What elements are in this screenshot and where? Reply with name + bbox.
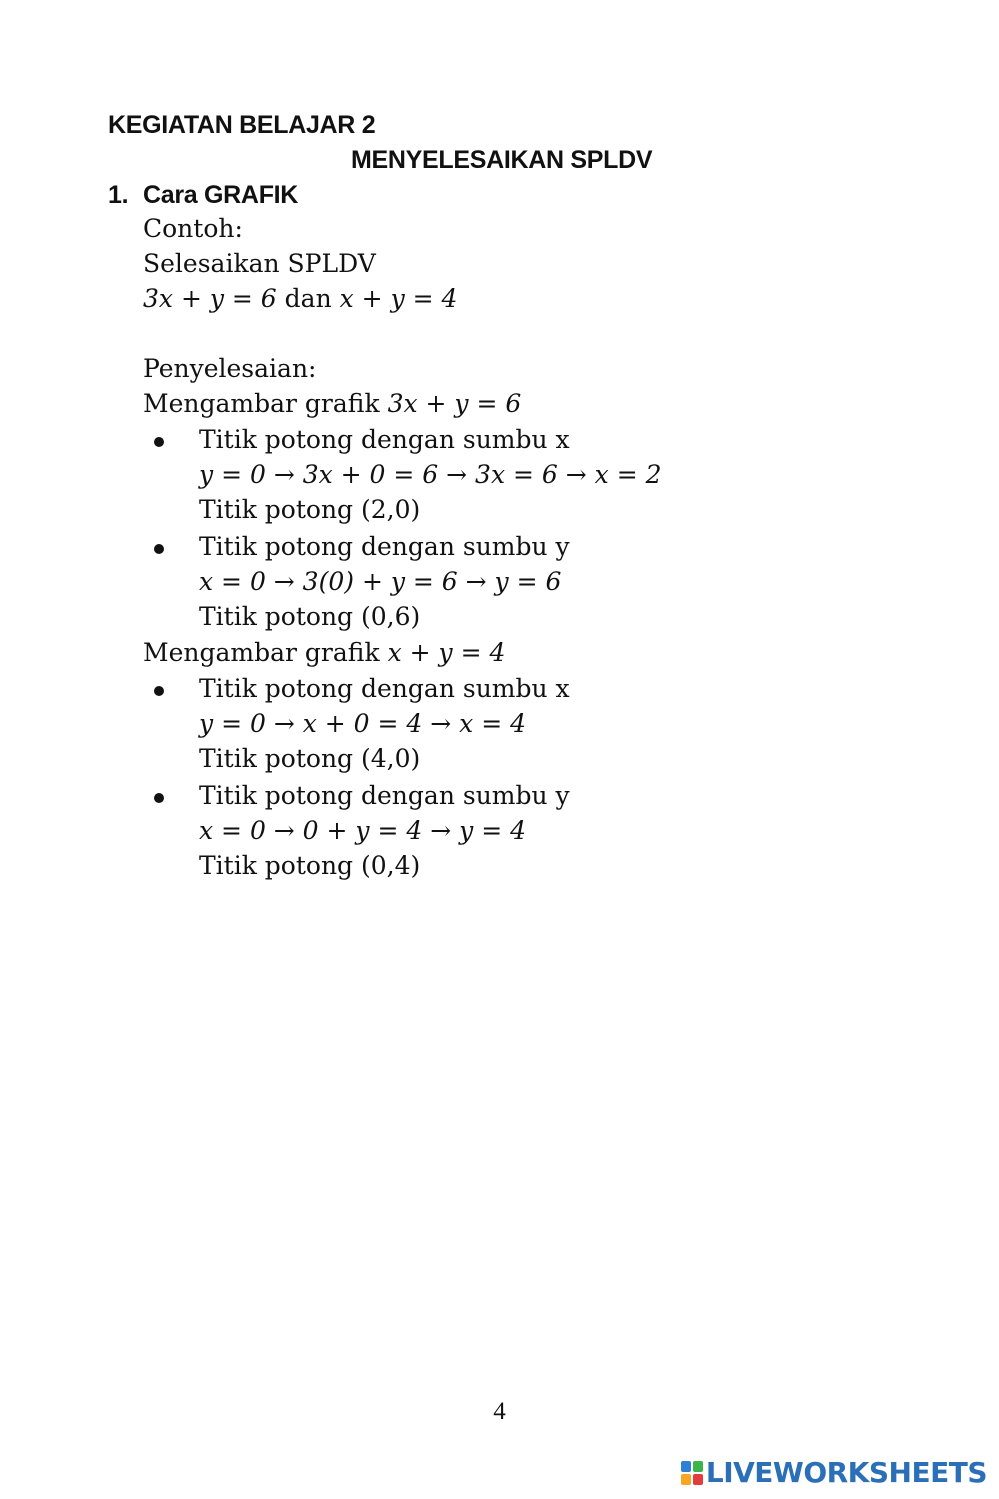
graph1-title-prefix: Mengambar grafik [143,389,380,418]
graph2-x-work: y = 0 → x + 0 = 4 → x = 4 [199,709,526,738]
graph1-y-label: Titik potong dengan sumbu y [199,532,570,561]
page-number: 4 [493,1398,506,1425]
conjunction: dan [284,284,332,313]
graph1-x-work: y = 0 → 3x + 0 = 6 → 3x = 6 → x = 2 [199,460,662,489]
heading: KEGIATAN BELAJAR 2 [108,111,376,139]
section-title: Cara GRAFIK [143,181,299,209]
graph1-y-work: x = 0 → 3(0) + y = 6 → y = 6 [199,567,562,596]
graph2-equation: x + y = 4 [387,638,506,667]
graph1-equation: 3x + y = 6 [387,389,522,418]
graph2-x-result: Titik potong (4,0) [199,744,421,773]
graph2-y-work: x = 0 → 0 + y = 4 → y = 4 [199,816,527,845]
graph1-y-result: Titik potong (0,6) [199,602,421,631]
bullet-icon [154,544,164,554]
bullet-icon [154,686,164,696]
liveworksheets-logo-icon [681,1461,703,1485]
graph2-title-prefix: Mengambar grafik [143,638,380,667]
graph2-y-result: Titik potong (0,4) [199,851,421,880]
graph2-x-label: Titik potong dengan sumbu x [199,674,570,703]
graph1-title [143,389,521,419]
example-equations [143,284,457,314]
solution-label: Penyelesaian: [143,354,317,383]
section-number: 1. [108,181,129,209]
graph2-title [143,638,505,668]
graph1-x-label: Titik potong dengan sumbu x [199,425,570,454]
equation-1: 3x + y = 6 [143,284,277,313]
equation-2: x + y = 4 [339,284,458,313]
subheading: MENYELESAIKAN SPLDV [351,146,653,174]
example-label: Contoh: [143,214,243,243]
graph2-y-label: Titik potong dengan sumbu y [199,781,570,810]
logo-text: LIVEWORKSHEETS [705,1456,987,1489]
bullet-icon [154,793,164,803]
example-task: Selesaikan SPLDV [143,249,376,278]
bullet-icon [154,437,164,447]
graph1-x-result: Titik potong (2,0) [199,495,421,524]
liveworksheets-logo[interactable] [681,1456,987,1489]
